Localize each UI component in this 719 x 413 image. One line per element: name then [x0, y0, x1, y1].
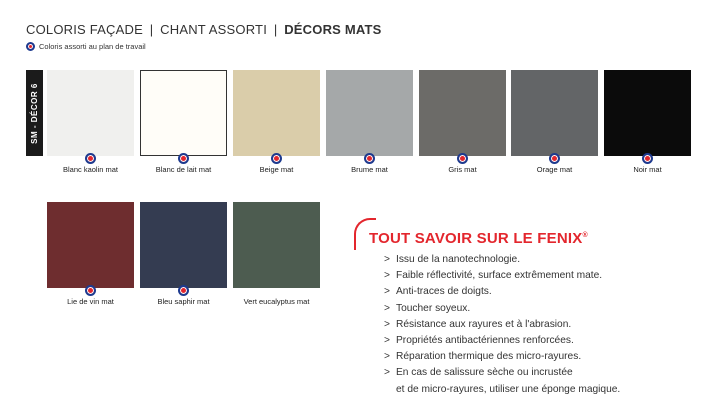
- fenix-feature-item: [384, 301, 620, 317]
- arrow-bullet-icon: >: [384, 351, 390, 363]
- fenix-title: [369, 230, 588, 247]
- fenix-feature-item: [384, 268, 620, 284]
- arrow-bullet-icon: >: [384, 302, 390, 314]
- arrow-bullet-icon: >: [384, 367, 390, 379]
- header-decors-mats: DÉCORS MATS: [284, 22, 382, 37]
- edge-match-marker: [178, 283, 189, 294]
- header-chant-assorti: CHANT ASSORTI: [160, 22, 268, 37]
- arrow-bullet-icon: >: [384, 335, 390, 347]
- arrow-bullet-icon: >: [384, 254, 390, 265]
- arrow-bullet-icon: >: [384, 286, 390, 298]
- edge-match-marker: [85, 151, 96, 162]
- edge-match-dot-icon: [26, 42, 35, 51]
- fenix-feature-item: [384, 252, 620, 268]
- arrow-bullet-icon: >: [384, 318, 390, 330]
- swatch-chip: [326, 70, 413, 156]
- edge-match-marker: [364, 151, 375, 162]
- swatch-label: Lie de vin mat: [67, 297, 114, 306]
- swatch-chip: [140, 202, 227, 288]
- fenix-feature-item: [384, 333, 620, 349]
- swatch-chip: [233, 202, 320, 288]
- fenix-feature-text: En cas de salissure sèche ou incrustée: [396, 367, 573, 379]
- edge-match-dot-icon: [85, 285, 96, 296]
- edge-match-dot-icon: [457, 153, 468, 164]
- color-swatch: [140, 202, 227, 306]
- legend-text: Coloris assorti au plan de travail: [39, 42, 146, 51]
- swatch-label: Noir mat: [633, 165, 662, 174]
- edge-match-marker: [271, 151, 282, 162]
- swatch-chip: [419, 70, 506, 156]
- edge-match-dot-icon: [364, 153, 375, 164]
- swatch-chip: [233, 70, 320, 156]
- fenix-feature-item: [384, 349, 620, 365]
- swatch-label: Orage mat: [536, 165, 573, 174]
- color-swatch: [511, 70, 598, 174]
- swatch-chip: [47, 202, 134, 288]
- arrow-bullet-icon: >: [384, 270, 390, 282]
- swatch-chip: [47, 70, 134, 156]
- fenix-feature-text: Faible réflectivité, surface extrêmement mate.: [396, 270, 603, 282]
- fenix-feature-text: Réparation thermique des micro-rayures.: [396, 351, 582, 363]
- swatch-label: Bleu saphir mat: [157, 297, 210, 306]
- edge-match-dot-icon: [271, 153, 282, 164]
- swatch-chip: [511, 70, 598, 156]
- fenix-feature-text: Propriétés antibactériennes renforcées.: [396, 335, 574, 347]
- color-swatch: [47, 202, 134, 306]
- fenix-feature-text: Toucher soyeux.: [396, 302, 471, 314]
- color-swatch: [233, 70, 320, 174]
- fenix-feature-continuation: et de micro-rayures, utiliser une éponge magique.: [396, 383, 621, 395]
- edge-match-marker: [457, 151, 468, 162]
- fenix-feature-item: [384, 317, 620, 333]
- edge-match-dot-icon: [549, 153, 560, 164]
- swatch-label: Blanc kaolin mat: [62, 165, 119, 174]
- color-swatch: [419, 70, 506, 174]
- swatch-chip: [140, 70, 227, 156]
- fenix-feature-text: Anti-traces de doigts.: [396, 286, 492, 298]
- edge-match-dot-icon: [178, 285, 189, 296]
- fenix-title-text: TOUT SAVOIR SUR LE FENIX: [369, 230, 583, 247]
- edge-match-marker: [549, 151, 560, 162]
- registered-mark: ®: [582, 232, 588, 239]
- legend: [26, 42, 146, 51]
- header-separator: |: [273, 22, 278, 37]
- header-separator: |: [149, 22, 154, 37]
- fenix-feature-item: [384, 284, 620, 300]
- fenix-feature-list: [384, 252, 620, 398]
- swatch-label: Gris mat: [448, 165, 477, 174]
- header-coloris-facade: COLORIS FAÇADE: [26, 22, 143, 37]
- swatch-label: Vert eucalyptus mat: [243, 297, 310, 306]
- swatch-label: Blanc de lait mat: [155, 165, 212, 174]
- color-swatch: [604, 70, 691, 174]
- fenix-feature-text: Résistance aux rayures et à l'abrasion.: [396, 318, 572, 330]
- color-swatch: [47, 70, 134, 174]
- fenix-feature-item: [384, 365, 620, 397]
- fenix-feature-text: Issu de la nanotechnologie.: [396, 254, 521, 265]
- page-header: [26, 22, 382, 37]
- color-swatch: [233, 202, 320, 306]
- swatch-label: Brume mat: [351, 165, 388, 174]
- swatch-chip: [604, 70, 691, 156]
- swatch-label: Beige mat: [259, 165, 294, 174]
- edge-match-marker: [85, 283, 96, 294]
- color-swatch: [326, 70, 413, 174]
- edge-match-marker: [642, 151, 653, 162]
- edge-match-marker: [178, 151, 189, 162]
- edge-match-dot-icon: [178, 153, 189, 164]
- edge-match-dot-icon: [642, 153, 653, 164]
- edge-match-dot-icon: [85, 153, 96, 164]
- color-swatch: [140, 70, 227, 174]
- range-side-tab-label: SM - DÉCOR 6: [30, 82, 40, 144]
- range-side-tab: [26, 70, 43, 156]
